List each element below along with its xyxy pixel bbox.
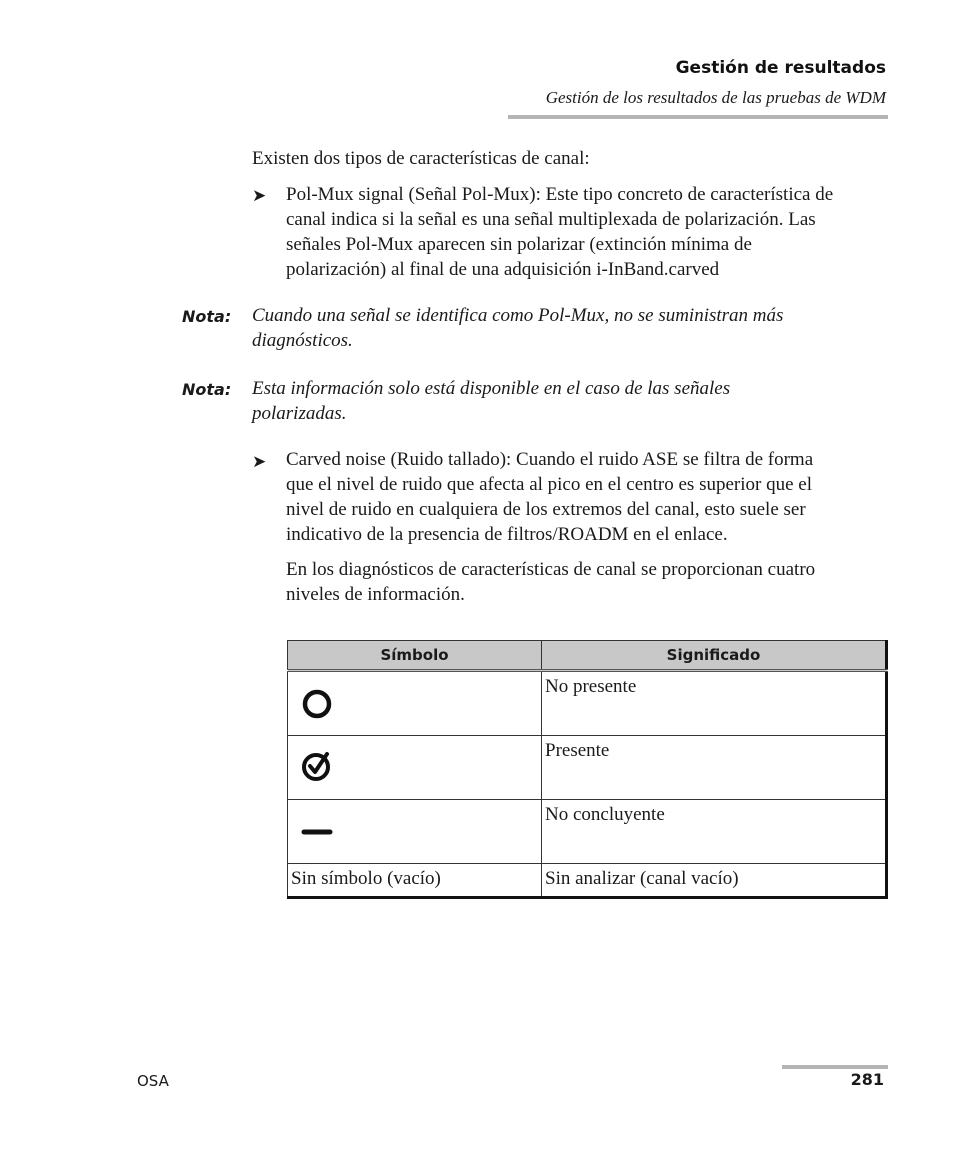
table-row <box>288 864 887 898</box>
footer-product-name: OSA <box>137 1072 169 1090</box>
table-row <box>288 671 887 736</box>
symbol-cell <box>288 671 542 736</box>
page-number: 281 <box>850 1070 884 1089</box>
dash-icon <box>300 820 336 844</box>
note-label: Nota: <box>182 307 232 326</box>
symbol-cell <box>288 736 542 800</box>
running-header-title: Gestión de resultados <box>675 58 886 78</box>
bullet-arrow-icon: ➤ <box>252 186 267 205</box>
bullet-pol-mux <box>286 182 833 282</box>
intro-paragraph: Existen dos tipos de características de canal: <box>252 148 590 169</box>
bullet-line: nivel de ruido en cualquiera de los extremos del canal, esto suele ser <box>286 499 806 520</box>
running-header-subtitle: Gestión de los resultados de las pruebas de WDM <box>545 88 886 107</box>
note-line: diagnósticos. <box>252 330 353 351</box>
note-text-polarized <box>252 376 730 426</box>
symbol-cell: Sin símbolo (vacío) <box>288 864 542 898</box>
symbol-table <box>287 640 888 899</box>
table-row <box>288 736 887 800</box>
note-label: Nota: <box>182 380 232 399</box>
bullet-arrow-icon: ➤ <box>252 452 267 471</box>
meaning-cell: Presente <box>542 736 887 800</box>
note-text-pol-mux <box>252 303 783 353</box>
levels-paragraph <box>286 557 815 607</box>
header-meaning: Significado <box>542 641 887 671</box>
check-circle-icon <box>300 748 334 782</box>
note-line: polarizadas. <box>252 403 347 424</box>
meaning-cell: No concluyente <box>542 800 887 864</box>
header-rule <box>508 115 888 119</box>
meaning-cell: Sin analizar (canal vacío) <box>542 864 887 898</box>
bullet-line: Pol-Mux signal (Señal Pol-Mux): Este tipo concreto de característica de <box>286 184 834 205</box>
note-line: Cuando una señal se identifica como Pol-Mux, no se suministran más <box>252 305 784 326</box>
meaning-cell: No presente <box>542 671 887 736</box>
header-symbol: Símbolo <box>288 641 542 671</box>
bullet-line: señales Pol-Mux aparecen sin polarizar (extinción mínima de <box>286 234 752 255</box>
paragraph-line: En los diagnósticos de características de canal se proporcionan cuatro <box>286 559 816 580</box>
bullet-line: Carved noise (Ruido tallado): Cuando el ruido ASE se filtra de forma <box>286 449 814 470</box>
table-header-row <box>288 641 887 671</box>
bullet-carved-noise <box>286 447 813 547</box>
bullet-line: que el nivel de ruido que afecta al pico en el centro es superior que el <box>286 474 812 495</box>
bullet-line: canal indica si la señal es una señal multiplexada de polarización. Las <box>286 209 816 230</box>
footer-rule <box>782 1065 888 1069</box>
paragraph-line: niveles de información. <box>286 584 465 605</box>
circle-icon <box>300 687 334 721</box>
bullet-line: indicativo de la presencia de filtros/ROADM en el enlace. <box>286 524 728 545</box>
note-line: Esta información solo está disponible en el caso de las señales <box>252 378 731 399</box>
table-row <box>288 800 887 864</box>
symbol-cell <box>288 800 542 864</box>
bullet-line: polarización) al final de una adquisición i-InBand.carved <box>286 259 720 280</box>
